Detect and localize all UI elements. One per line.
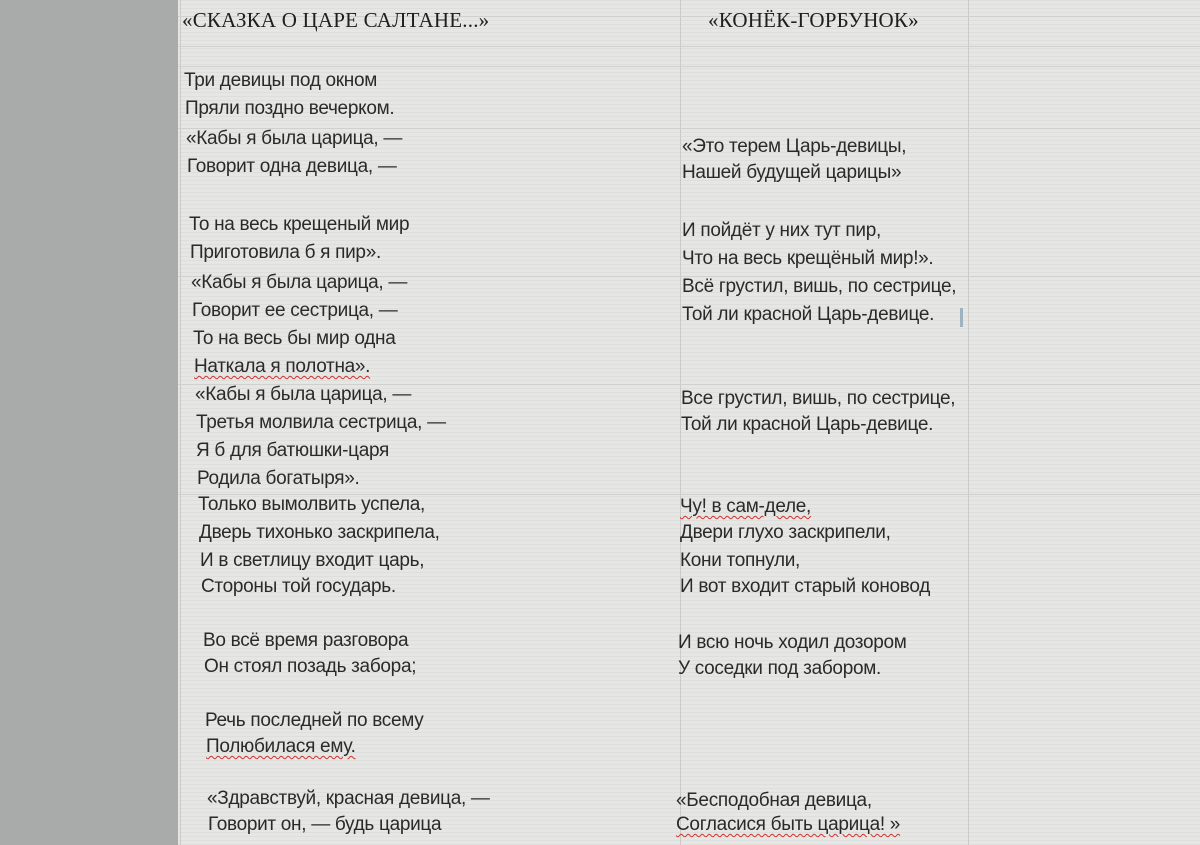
text-line: Третья молвила сестрица, — [196, 412, 446, 433]
text-line: Он стоял позадь забора; [204, 656, 417, 677]
text-line: И вот входит старый коновод [680, 576, 930, 597]
text-line: Я б для батюшки-царя [196, 440, 390, 461]
text-line: Наткала я полотна». [194, 356, 371, 377]
text-line: Той ли красной Царь-девице. [681, 414, 934, 435]
text-line: Нашей будущей царицы» [682, 162, 902, 183]
right-column-header: «КОНЁК-ГОРБУНОК» [708, 8, 919, 32]
table-row-line [178, 46, 1200, 47]
text-line: Полюбилася ему. [206, 736, 356, 757]
text-line: Говорит ее сестрица, — [192, 300, 398, 321]
text-line: Что на весь крещёный мир!». [682, 248, 934, 269]
text-line: «Здравствуй, красная девица, — [207, 788, 490, 809]
text-line: «Бесподобная девица, [676, 790, 872, 811]
text-line: «Это терем Царь-девицы, [682, 136, 907, 157]
text-line: Двери глухо заскрипели, [680, 522, 891, 543]
text-line: Чу! в сам-деле, [680, 496, 812, 517]
text-line: Пряли поздно вечерком. [185, 98, 395, 119]
text-line: И всю ночь ходил дозором [678, 632, 907, 653]
text-line: «Кабы я была царица, — [191, 272, 408, 293]
text-line: «Кабы я была царица, — [195, 384, 412, 405]
text-line: Кони топнули, [680, 550, 801, 571]
text-cursor [960, 308, 963, 327]
text-line: И пойдёт у них тут пир, [682, 220, 881, 241]
text-line: Все грустил, вишь, по сестрице, [681, 388, 956, 409]
text-line: Родила богатыря». [197, 468, 360, 489]
text-line: То на весь бы мир одна [193, 328, 396, 349]
text-line: Приготовила б я пир». [190, 242, 381, 263]
text-line: То на весь крещеный мир [189, 214, 410, 235]
text-line: Речь последней по всему [205, 710, 424, 731]
text-line: У соседки под забором. [678, 658, 881, 679]
text-line: Только вымолвить успела, [198, 494, 426, 515]
text-line: Три девицы под окном [184, 70, 377, 91]
table-border-left [180, 0, 181, 845]
text-line: Во всё время разговора [203, 630, 409, 651]
table-inner-divider [968, 0, 969, 845]
text-line: Всё грустил, вишь, по сестрице, [682, 276, 957, 297]
table-row-line [178, 66, 1200, 67]
text-line: «Кабы я была царица, — [186, 128, 403, 149]
text-line: Говорит одна девица, — [187, 156, 397, 177]
text-line: Говорит он, — будь царица [208, 814, 442, 835]
text-line: Стороны той государь. [201, 576, 396, 597]
text-line: Согласися быть царица! » [676, 814, 901, 835]
left-column-header: «СКАЗКА О ЦАРЕ САЛТАНЕ...» [182, 8, 490, 32]
text-line: Дверь тихонько заскрипела, [199, 522, 440, 543]
document-page[interactable] [178, 0, 1200, 845]
text-line: И в светлицу входит царь, [200, 550, 425, 571]
text-line: Той ли красной Царь-девице. [682, 304, 935, 325]
